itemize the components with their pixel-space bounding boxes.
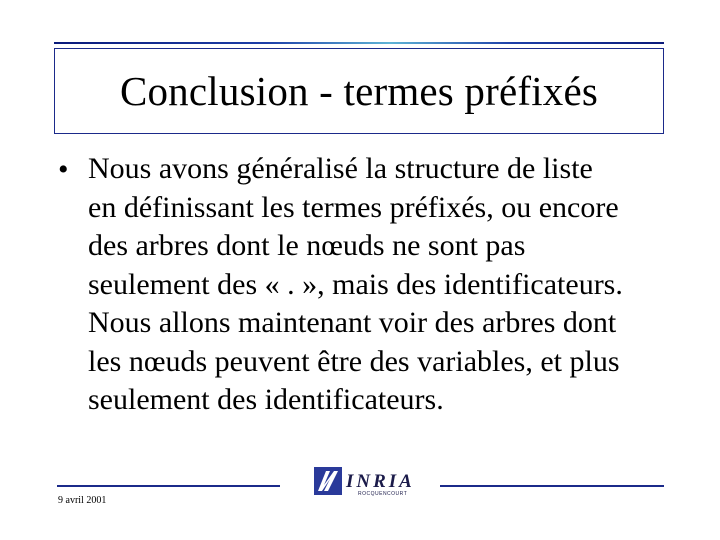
inria-logo-icon — [312, 465, 422, 497]
body-line: seulement des identificateurs. — [88, 383, 444, 416]
body-line: Nous avons généralisé la structure de liste — [88, 152, 593, 185]
body-line: seulement des « . », mais des identificateurs. — [88, 267, 623, 301]
body-line: en définissant les termes préfixés, ou encore — [88, 190, 619, 224]
bullet-text — [88, 150, 668, 420]
logo-tagline: ROCQUENCOURT — [358, 491, 408, 497]
bullet-icon: • — [58, 153, 69, 186]
slide-title: Conclusion - termes préfixés — [119, 67, 599, 114]
logo-wordmark: INRIA — [346, 471, 415, 492]
title-top-rule — [54, 42, 664, 44]
footer-left-rule — [57, 485, 280, 487]
footer-date: 9 avril 2001 — [58, 495, 107, 506]
title-box — [54, 48, 664, 134]
body-line: les nœuds peuvent être des variables, et plus — [88, 344, 620, 378]
body-line: Nous allons maintenant voir des arbres dont — [88, 306, 617, 339]
body-line: des arbres dont le nœuds ne sont pas — [88, 229, 526, 262]
footer-right-rule — [440, 485, 664, 487]
